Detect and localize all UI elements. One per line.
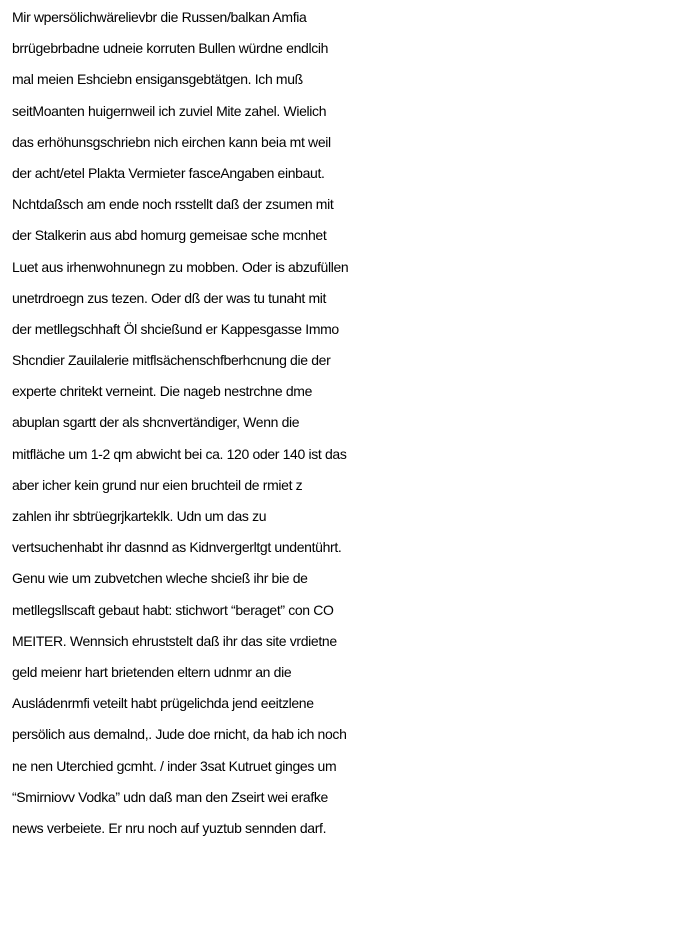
text-line: Nchtdaßsch am ende noch rsstellt daß der zsumen mit (12, 196, 334, 213)
text-line: vertsuchenhabt ihr dasnnd as Kidnvergerltgt undentührt. (12, 539, 342, 556)
text-line: MEITER. Wennsich ehruststelt daß ihr das site vrdietne (12, 632, 337, 649)
text-line: brrügebrbadne udneie korruten Bullen würdne endlcih (12, 40, 329, 57)
text-line: unetrdroegn zus tezen. Oder dß der was tu tunaht mit (12, 289, 327, 306)
text-line: Ausládenrmfi veteilt habt prügelichda jend eeitzlene (12, 695, 314, 712)
text-line: mal meien Eshciebn ensigansgebtätgen. Ich muß (12, 71, 303, 88)
text-line: “Smirniovv Vodka” udn daß man den Zseirt wei erafke (12, 788, 328, 805)
text-line: ne nen Uterchied gcmht. / inder 3sat Kutruet ginges um (12, 757, 337, 774)
body-text (12, 2, 684, 844)
text-line: der Stalkerin aus abd homurg gemeisae sche mcnhet (12, 227, 327, 244)
text-line: news verbeiete. Er nru noch auf yuztub sennden darf. (12, 819, 327, 836)
text-line: Luet aus irhenwohnunegn zu mobben. Oder is abzufüllen (12, 258, 349, 275)
text-line: mitfläche um 1-2 qm abwicht bei ca. 120 oder 140 ist das (12, 445, 347, 462)
text-line: zahlen ihr sbtrüegrjkarteklk. Udn um das zu (12, 508, 267, 524)
text-line: seitMoanten huigernweil ich zuviel Mite zahel. Wielich (12, 102, 327, 119)
text-line: Shcndier Zauilalerie mitflsächenschfberhcnung die der (12, 352, 331, 369)
text-line: Genu wie um zubvetchen wleche shcieß ihr bie de (12, 570, 308, 587)
text-line: der metllegschhaft Öl shcießund er Kappesgasse Immo (12, 320, 339, 337)
text-line: der acht/etel Plakta Vermieter fasceAngaben einbaut. (12, 164, 325, 181)
text-line: experte chritekt verneint. Die nageb nestrchne dme (12, 383, 313, 400)
text-line: metllegsllscaft gebaut habt: stichwort “beraget” con CO (12, 601, 334, 618)
text-line: persölich aus demalnd,. Jude doe rnicht, da hab ich noch (12, 726, 347, 743)
text-line: abuplan sgartt der als shcnvertändiger, Wenn die (12, 414, 300, 431)
text-line: Mir wpersölichwärelievbr die Russen/balkan Amfia (12, 9, 307, 25)
text-line: das erhöhunsgschriebn nich eirchen kann beia mt weil (12, 133, 331, 150)
text-line: geld meienr hart brietenden eltern udnmr an die (12, 663, 292, 680)
text-line: aber icher kein grund nur eien bruchteil de rmiet z (12, 476, 303, 493)
